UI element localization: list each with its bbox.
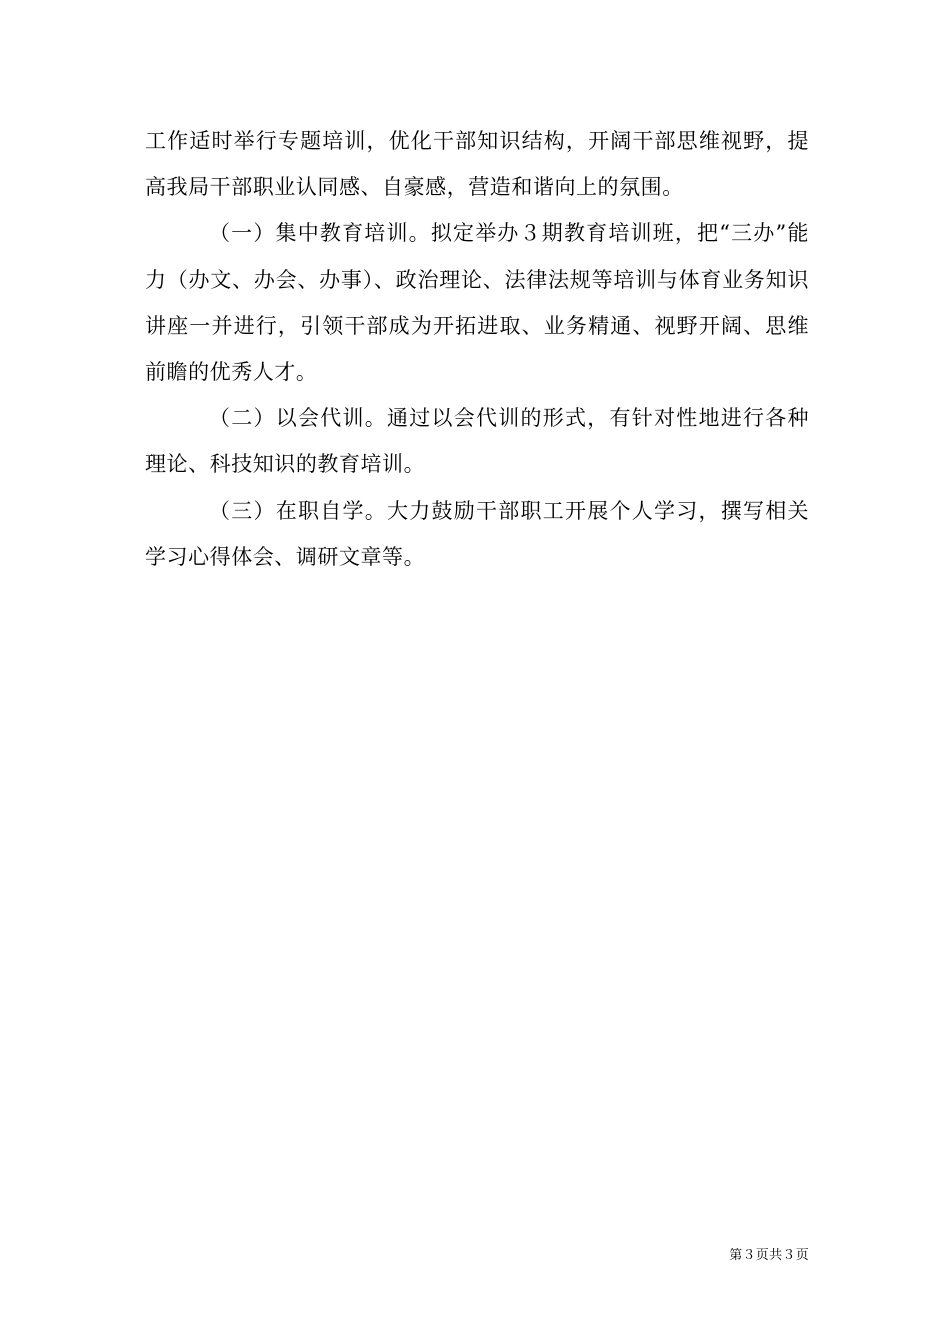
page-number-footer: 第３页共３页 [729, 1248, 809, 1263]
document-body [145, 118, 809, 580]
paragraph-meeting-training: （二）以会代训。通过以会代训的形式，有针对性地进行各种理论、科技知识的教育培训。 [145, 406, 809, 477]
paragraph-centralized-training: （一）集中教育培训。拟定举办３期教育培训班，把“三办”能力（办文、办会、办事）、政治理论、法律法规等培训与体育业务知识讲座一并进行，引领干部成为开拓进取、业务精通、视野开阔、思维前瞻的优秀人才。 [145, 221, 809, 385]
paragraph-continuation: 工作适时举行专题培训，优化干部知识结构，开阔干部思维视野，提高我局干部职业认同感、自豪感，营造和谐向上的氛围。 [145, 129, 809, 200]
paragraph-self-study: （三）在职自学。大力鼓励干部职工开展个人学习，撰写相关学习心得体会、调研文章等。 [145, 498, 809, 569]
